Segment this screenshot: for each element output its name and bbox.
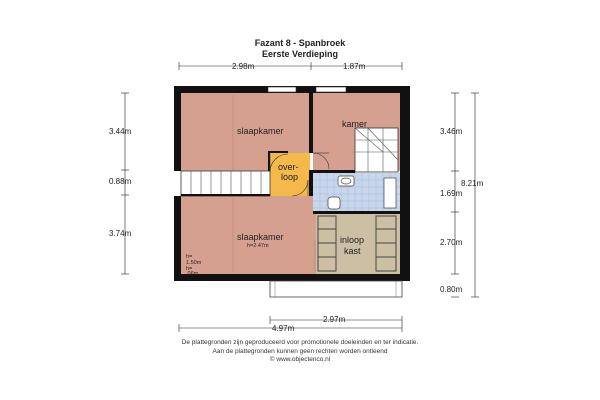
staircase-left (181, 171, 270, 196)
dim-bottom-total: 4.97m (272, 324, 295, 333)
room-label-bedroom-bottom: slaapkamer (237, 232, 284, 242)
disclaimer-line-2: Aan de plattegronden kunnen geen rechten worden ontleend (212, 347, 388, 355)
room-label-closet-1: inloop (340, 235, 365, 245)
disclaimer-line-1: De plattegronden zijn geproduceerd voor promotionele doeleinden en ter indicatie. (181, 339, 419, 346)
copyright: © www.objectenco.nl (269, 356, 331, 363)
dim-left-bottom: 3.74m (109, 229, 132, 238)
wall-left-lower (174, 196, 181, 281)
dim-bottom-right: 2.97m (323, 315, 346, 324)
wall-bath-bottom (313, 211, 400, 214)
height-note-1: h= (186, 254, 193, 260)
disclaimer (0, 339, 600, 365)
dim-top-left: 2.98m (232, 62, 255, 71)
wall-bedroom-divider (181, 194, 270, 196)
room-label-closet-2: kast (344, 246, 361, 256)
wall-right (400, 86, 410, 281)
dim-left-mid: 0.88m (109, 177, 132, 186)
dim-right-bottom2: 0.80m (440, 285, 463, 294)
floor-title: Eerste Verdieping (261, 49, 339, 59)
wall-left-upper (174, 86, 181, 171)
wall-mid-vertical (309, 93, 313, 153)
dim-left-top: 3.44m (109, 127, 132, 136)
dim-top-right: 1.87m (343, 62, 366, 71)
room-label-bedroom-top: slaapkamer (237, 126, 284, 136)
room-label-kamer: kamer (342, 119, 368, 129)
height-note-3: h= (186, 266, 193, 272)
dim-right-bottom: 2.70m (440, 238, 463, 247)
room-label-landing-2: loop (281, 172, 299, 182)
wall-bath-left (309, 170, 313, 196)
wall-kamer-bottom (313, 170, 355, 173)
room-label-landing-1: over- (278, 162, 299, 172)
address-title: Fazant 8 - Spanbroek (254, 38, 346, 48)
wall-landing-top (268, 151, 288, 153)
dim-right-total: 8.21m (461, 179, 484, 188)
height-note-4: .06m (186, 271, 199, 277)
staircase-right (355, 128, 398, 172)
toilet (328, 197, 340, 209)
dim-right-mid: 1.69m (440, 189, 463, 198)
height-note-2: 1.50m (186, 260, 202, 266)
wall-bottom (174, 274, 410, 281)
balcony (270, 281, 402, 297)
room-label-bedroom-bottom-height: h=2.47m (247, 243, 269, 249)
dim-right-top: 3.46m (440, 127, 463, 136)
